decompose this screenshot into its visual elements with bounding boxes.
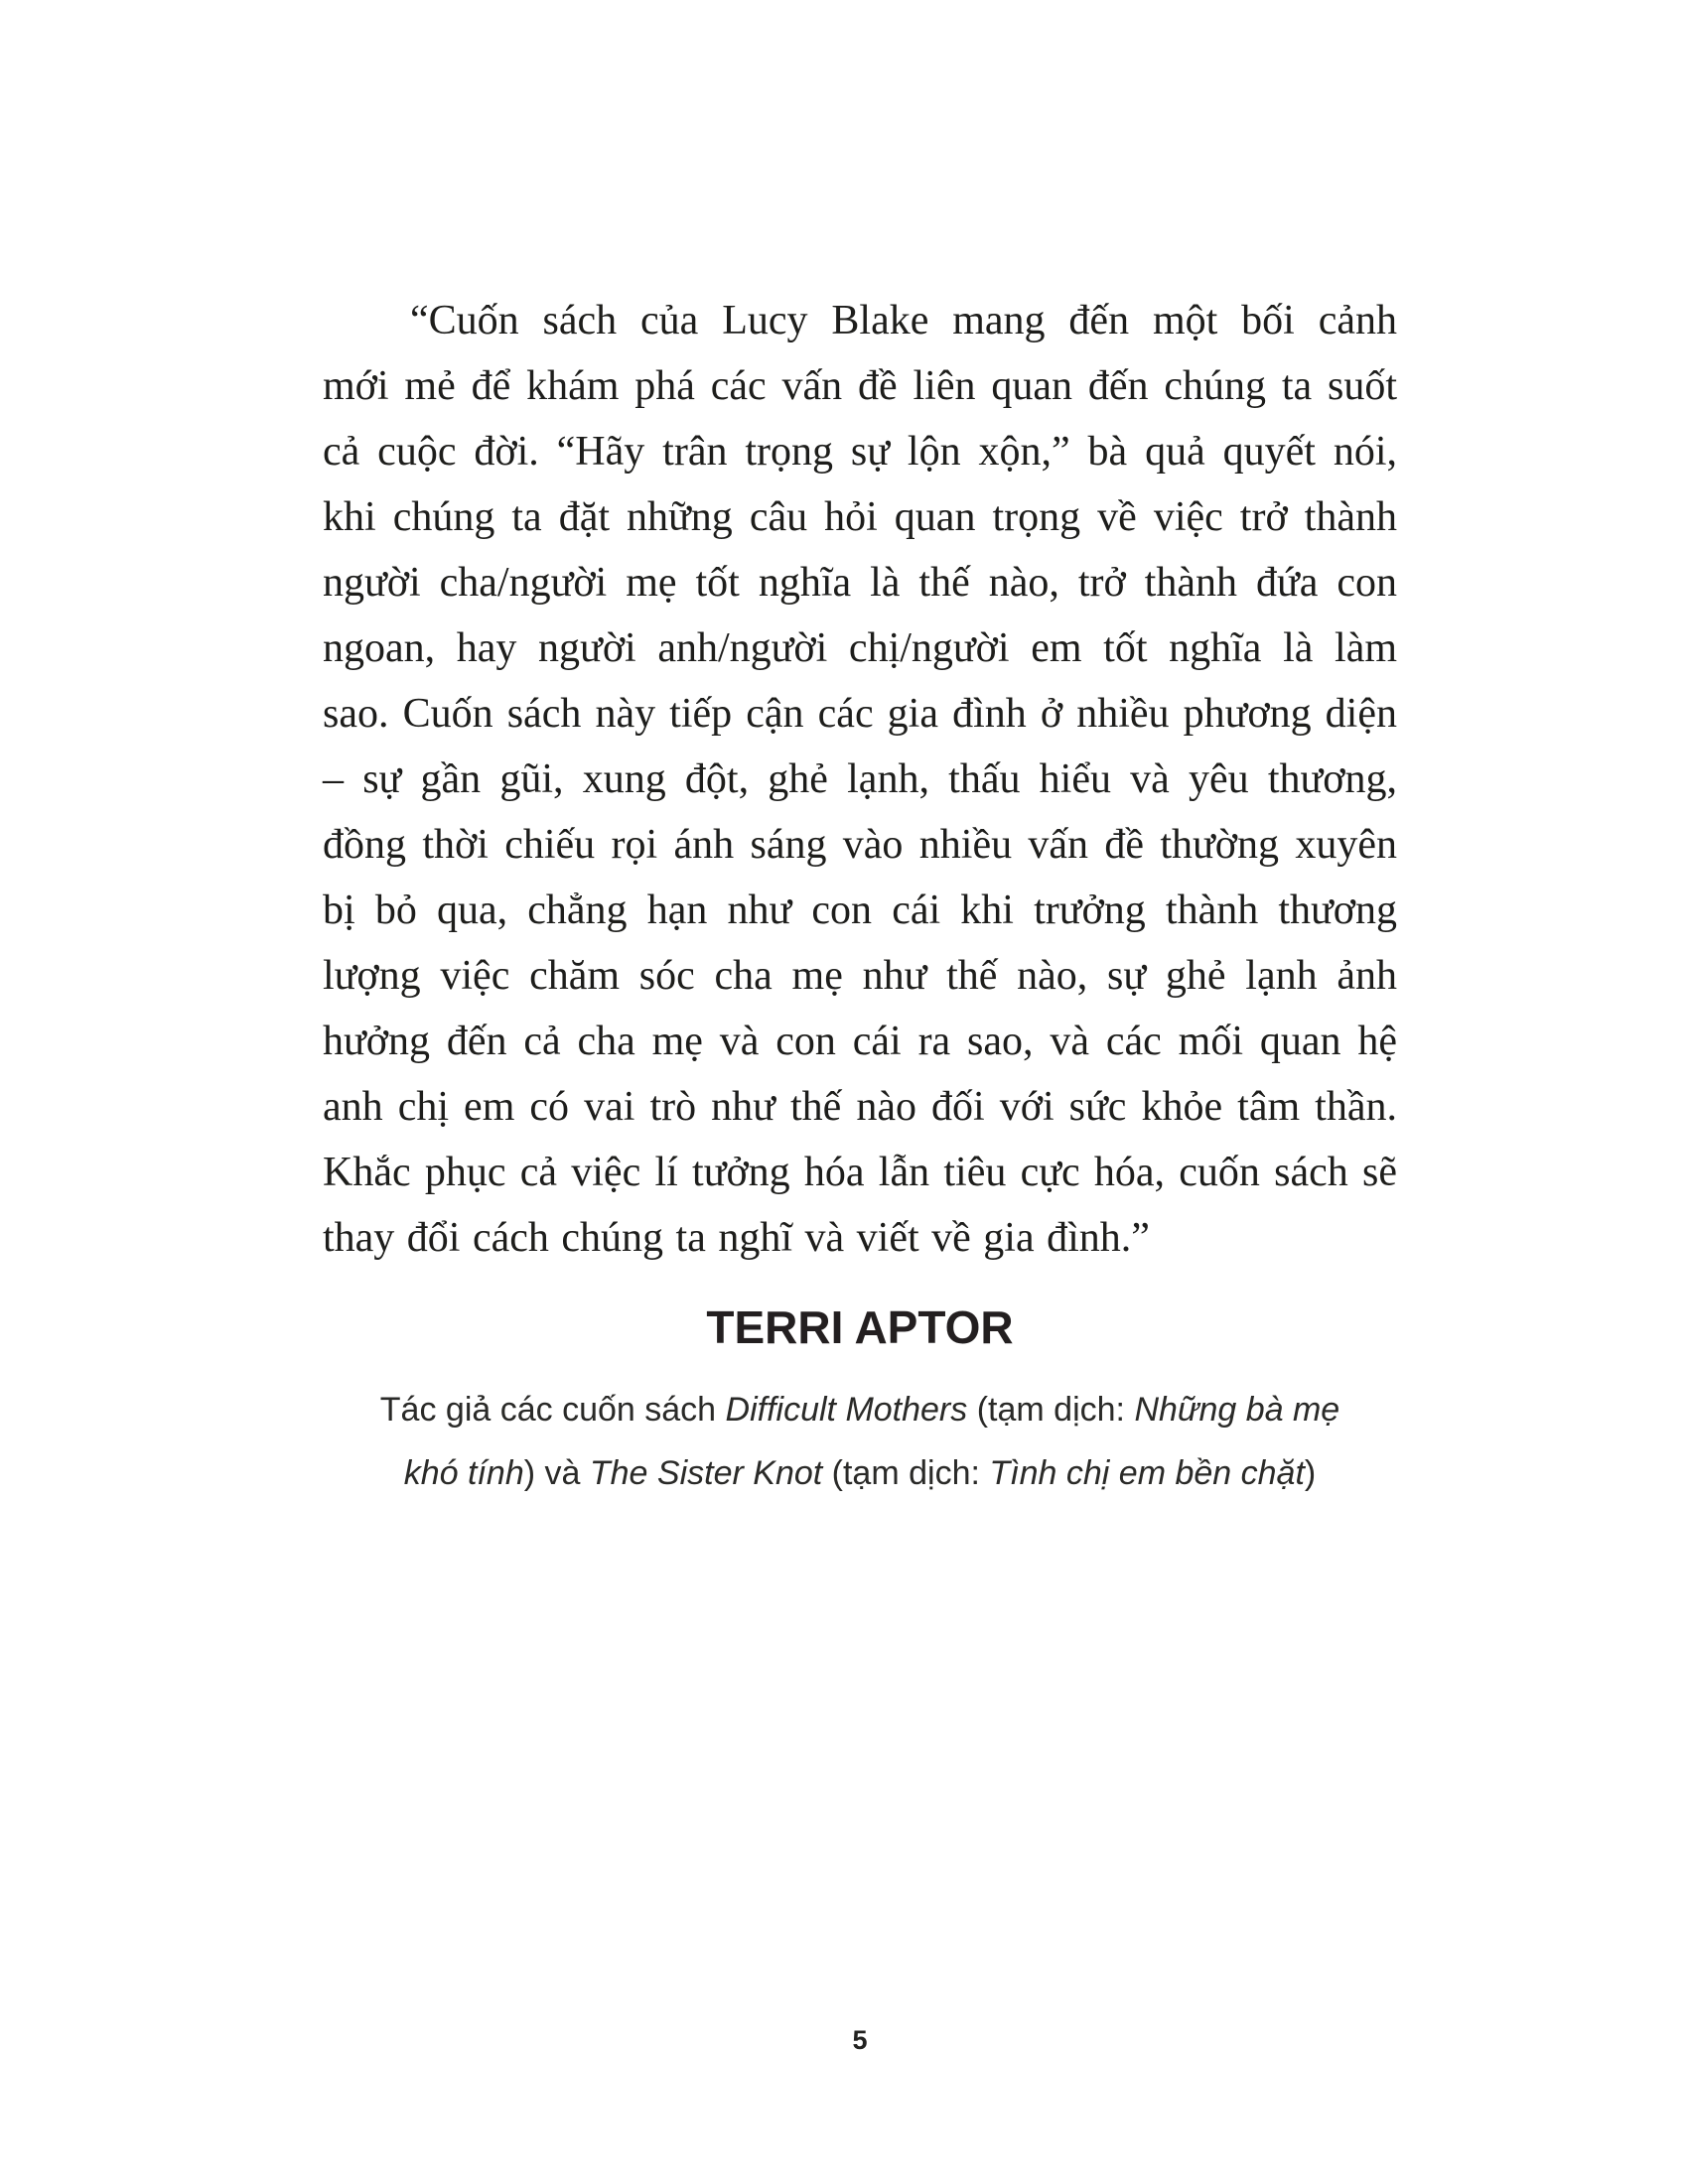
quote-line: Khắc phục cả việc lí tưởng hóa lẫn tiêu cực hóa, cuốn sách sẽ (323, 1150, 1397, 1195)
book-title: Difficult Mothers (725, 1391, 968, 1429)
quote-line: cả cuộc đời. “Hãy trân trọng sự lộn xộn,” bà quả quyết nói, (323, 429, 1397, 475)
book-title-translation: Tình chị em bền chặt (989, 1454, 1305, 1492)
book-title-translation: Những bà mẹ (1134, 1391, 1340, 1429)
attribution-text: (tạm dịch: (822, 1454, 990, 1492)
quote-line: anh chị em có vai trò như thế nào đối với sức khỏe tâm thần. (323, 1084, 1397, 1130)
attribution-text: (tạm dịch: (967, 1391, 1135, 1429)
quote-line: bị bỏ qua, chẳng hạn như con cái khi trưởng thành thương (323, 887, 1397, 933)
quote-line: lượng việc chăm sóc cha mẹ như thế nào, sự ghẻ lạnh ảnh (323, 953, 1397, 999)
quote-line: người cha/người mẹ tốt nghĩa là thế nào, trở thành đứa con (323, 560, 1397, 606)
book-title-translation: khó tính (403, 1454, 524, 1492)
quote-line: – sự gần gũi, xung đột, ghẻ lạnh, thấu hiểu và yêu thương, (323, 756, 1397, 802)
attribution-line (323, 1441, 1397, 1505)
quote-line: ngoan, hay người anh/người chị/người em tốt nghĩa là làm (323, 625, 1397, 671)
attribution-line (323, 1378, 1397, 1441)
quote-line: hưởng đến cả cha mẹ và con cái ra sao, và các mối quan hệ (323, 1019, 1397, 1064)
quote-line: sao. Cuốn sách này tiếp cận các gia đình ở nhiều phương diện (323, 691, 1397, 737)
page-number: 5 (852, 2025, 868, 2055)
quote-line: thay đổi cách chúng ta nghĩ và viết về gia đình.” (323, 1215, 1150, 1261)
quote-line: “Cuốn sách của Lucy Blake mang đến một bối cảnh (410, 298, 1397, 343)
quote-line: đồng thời chiếu rọi ánh sáng vào nhiều vấn đề thường xuyên (323, 822, 1397, 868)
quote-paragraph (323, 288, 1397, 1271)
quote-line: khi chúng ta đặt những câu hỏi quan trọng về việc trở thành (323, 494, 1397, 540)
book-title: The Sister Knot (589, 1454, 823, 1492)
attribution-text: ) và (523, 1454, 590, 1492)
attribution-description (323, 1378, 1397, 1505)
quote-line: mới mẻ để khám phá các vấn đề liên quan đến chúng ta suốt (323, 363, 1397, 409)
attribution-text: ) (1304, 1454, 1317, 1492)
attribution-author-name: TERRI APTOR (706, 1301, 1014, 1353)
attribution-text: Tác giả các cuốn sách (379, 1391, 726, 1429)
